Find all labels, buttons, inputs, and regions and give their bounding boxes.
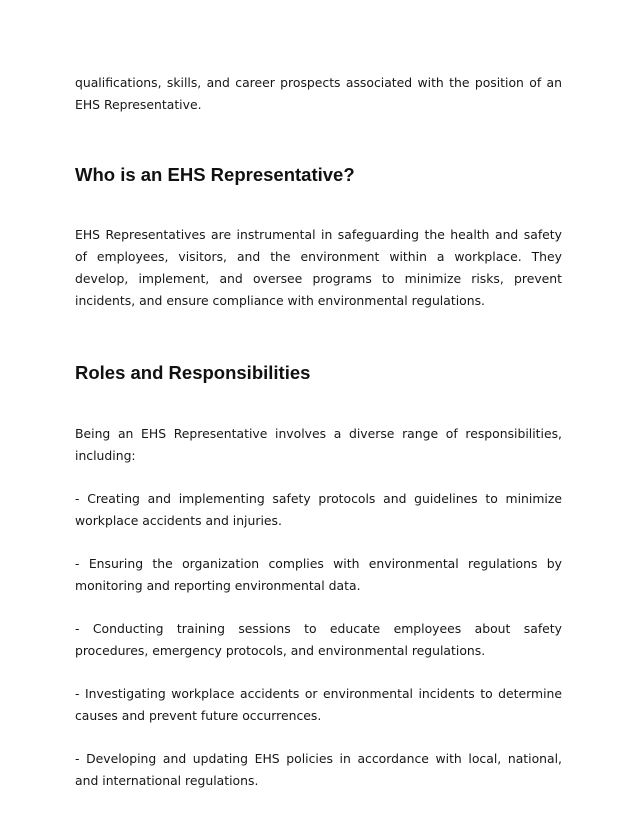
- heading-roles-and-responsibilities: Roles and Responsibilities: [75, 362, 311, 383]
- responsibility-item: - Developing and updating EHS policies in accordance with local, national, and international regulations.: [75, 751, 562, 788]
- responsibility-item: - Creating and implementing safety protocols and guidelines to minimize workplace accidents and injuries.: [75, 491, 562, 528]
- document-page: [75, 66, 562, 792]
- responsibility-item: - Investigating workplace accidents or environmental incidents to determine causes and prevent future occurrences.: [75, 686, 562, 723]
- who-paragraph: EHS Representatives are instrumental in safeguarding the health and safety of employees, visitors, and the environment within a workplace. They develop, implement, and oversee programs to minimize risks, prevent incidents, and ensure compliance with environmental regulations.: [75, 227, 562, 308]
- responsibility-item: - Conducting training sessions to educate employees about safety procedures, emergency protocols, and environmental regulations.: [75, 621, 562, 658]
- responsibilities-lead-paragraph: Being an EHS Representative involves a diverse range of responsibilities, including:: [75, 426, 562, 463]
- intro-paragraph: qualifications, skills, and career prospects associated with the position of an EHS Representative.: [75, 75, 562, 112]
- heading-who-is-ehs-representative: Who is an EHS Representative?: [75, 164, 355, 185]
- responsibility-item: - Ensuring the organization complies with environmental regulations by monitoring and reporting environmental data.: [75, 556, 562, 593]
